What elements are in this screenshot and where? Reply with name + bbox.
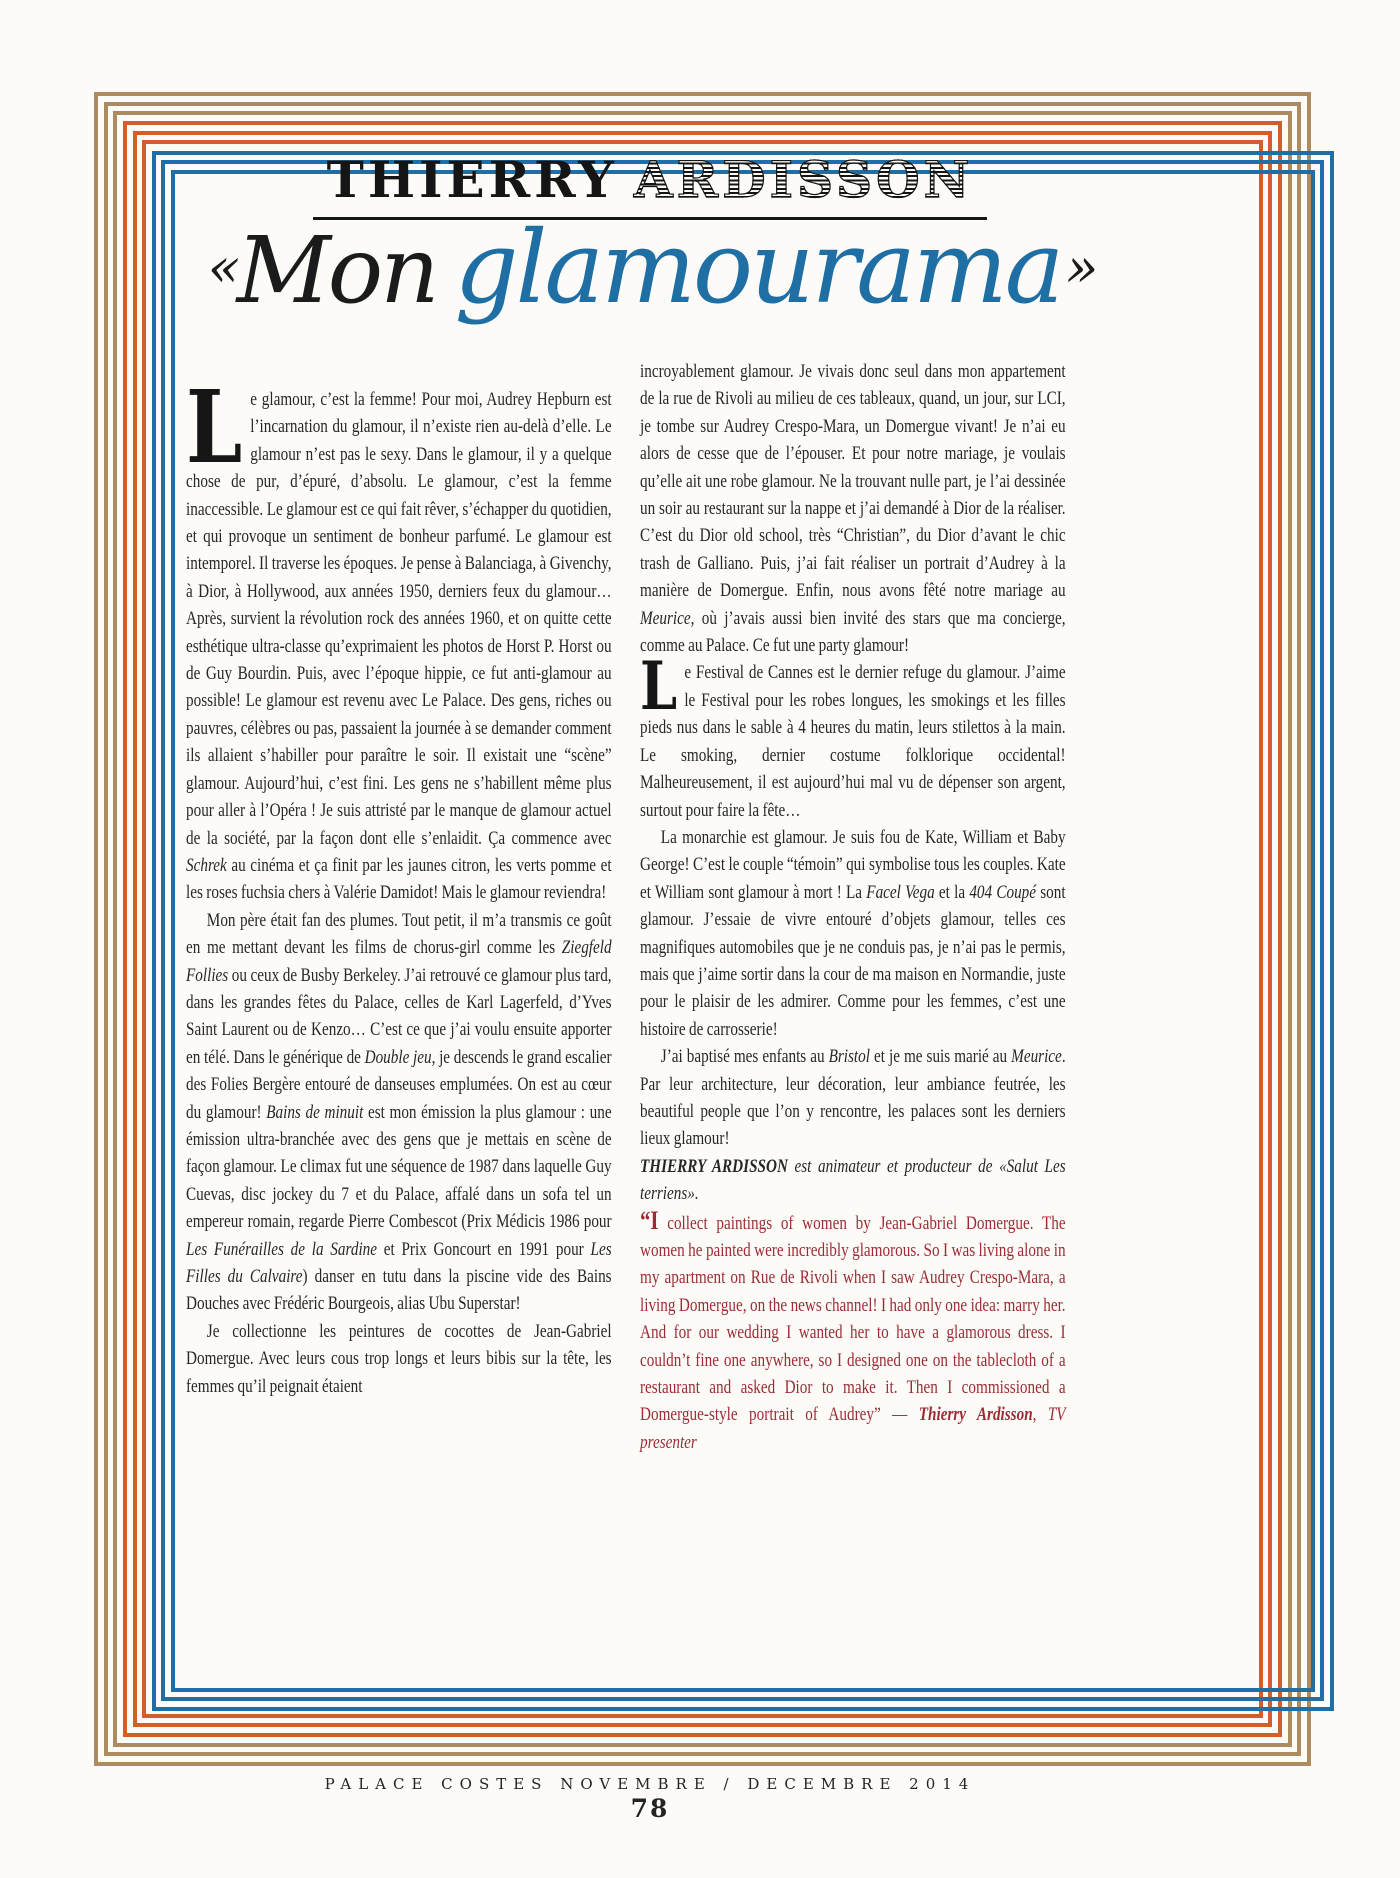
- text-run: e Festival de Cannes est le dernier refuge du glamour. J’aime le Festival pour les robes longues, les smokings et les filles pieds nus dans le sable à 4 heures du matin, leurs stilettos à la main. Le smoking, dernier costume folklorique occidental! Malheureusement, il est aujourd’hui mal vu de dépenser son argent, surtout pour faire la fête…: [640, 662, 1066, 821]
- text-run-i: Meurice: [640, 607, 691, 629]
- text-run-i: Double jeu: [364, 1046, 432, 1068]
- text-run: ) danser en tutu dans la piscine vide des Bains Douches avec Frédéric Bourgeois, alias Ubu Superstar!: [186, 1266, 612, 1315]
- text-run-i: Bains de minuit: [266, 1101, 364, 1123]
- title-word-mon: Mon: [236, 217, 437, 324]
- text-run-i: Meurice: [1011, 1046, 1062, 1068]
- text-run-bi: THIERRY ARDISSON: [640, 1155, 788, 1177]
- paragraph-father-feathers: [186, 907, 612, 1318]
- text-run: Je collectionne les peintures de cocottes de Jean-Gabriel Domergue. Avec leurs cous trop longs et leurs bibis sur la tête, les femmes qu’il peignait étaient: [186, 1320, 612, 1397]
- text-run-i: Bristol: [828, 1046, 870, 1068]
- article-column-right: [640, 358, 1066, 1456]
- text-run-i: Schrek: [186, 854, 227, 876]
- text-run-lead: “I: [640, 1205, 659, 1235]
- page-footer: [150, 1775, 1150, 1823]
- paragraph-monarchy: [640, 824, 1066, 1043]
- kicker-first-name: THIERRY: [326, 150, 618, 209]
- magazine-issue-line: PALACE COSTES NOVEMBRE / DECEMBRE 2014: [324, 1775, 976, 1793]
- drop-cap-letter: L: [640, 647, 678, 726]
- text-run-i: 404 Coupé: [969, 881, 1037, 903]
- text-run: . Par leur architecture, leur décoration, leur ambiance feutrée, les beautiful people que l’on y rencontre, les palaces sont les derniers lieux glamour!: [640, 1046, 1066, 1150]
- opening-guillemet: «: [207, 236, 235, 299]
- text-run: Mon père était fan des plumes. Tout petit, il m’a transmis ce goût en me mettant devant les films de chorus-girl comme les: [186, 909, 612, 959]
- text-run: collect paintings of women by Jean-Gabriel Domergue. The women he painted were incredibly glamorous. So I was living alone in my apartment on Rue de Rivoli when I saw Audrey Crespo-Mara, a living Domergue, on the news channel! I had only one idea: marry her. And for our wedding I wanted her to have a glamorous dress. I couldn’t fine one anywhere, so I designed one on the tablecloth of a restaurant and asked Dior to make it. Then I commissioned a Domergue-style portrait of Audrey” —: [640, 1212, 1066, 1426]
- text-run: e glamour, c’est la femme! Pour moi, Audrey Hepburn est l’incarnation du glamour, il n’existe rien au-delà d’elle. Le glamour n’est pas le sexy. Dans le glamour, il y a quelque chose de pur, d’épuré, d’absolu. Le glamour, c’est la femme inaccessible. Le glamour est ce qui fait rêver, s’échapper du quotidien, et qui provoque un sentiment de bonheur parfumé. Le glamour est intemporel. Il traverse les époques. Je pense à Balanciaga, à Givenchy, à Dior, à Hollywood, aux années 1950, derniers feux du glamour… Après, survient la révolution rock des années 1960, et on quitte cette esthétique ultra-classe qu’exprimaient les photos de Horst P. Horst ou de Guy Bourdin. Puis, avec l’époque hippie, ce fut anti-glamour au possible! Le glamour est revenu avec Le Palace. Des gens, riches ou pauvres, célèbres ou pas, passaient la journée à se demander comment ils allaient s’habiller pour paraître le soir. Il existait une “scène” glamour. Aujourd’hui, c’est fini. Les gens ne s’habillent même plus pour aller à l’Opéra ! Je suis attristé par le manque de glamour actuel de la société, par la façon dont elle s’enlaidit. Ça commence avec: [186, 389, 612, 849]
- text-run-bi: Thierry Ardisson: [918, 1404, 1033, 1426]
- title-word-glamourama: glamourama: [454, 209, 1062, 326]
- text-run: La monarchie est glamour. Je suis fou de Kate, William et Baby George! C’est le couple “témoin” qui symbolise tous les couples. Kate et William sont glamour à mort ! La: [640, 826, 1066, 903]
- text-run: , où j’avais aussi bien invité des stars que ma concierge, comme au Palace. Ce fut une party glamour!: [640, 607, 1066, 657]
- text-run: au cinéma et ça finit par les jaunes citron, les verts pomme et les roses fuchsia chers à Valérie Damidot! Mais le glamour reviendra!: [186, 854, 612, 904]
- text-run: ou ceux de Busby Berkeley. J’ai retrouvé ce glamour plus tard, dans les grandes fêtes du Palace, celles de Karl Lagerfeld, d’Yves Saint Laurent ou de Kenzo… C’est ce que j’ai voulu ensuite apporter en télé. Dans le générique de: [186, 964, 612, 1068]
- text-run-i: Les Filles du Calvaire: [186, 1238, 612, 1287]
- drop-cap-letter: L: [186, 368, 243, 486]
- text-run-i: Les Funérailles de la Sardine: [186, 1238, 378, 1260]
- text-run: sont glamour. J’essaie de vivre entouré d’objets glamour, telles ces magnifiques automobiles que je ne conduis pas, je n’ai pas le permis, mais que j’aime sortir dans la cour de ma maison en Normandie, juste pour le plaisir de les admirer. Comme pour les femmes, c’est une histoire de carrosserie!: [640, 881, 1066, 1040]
- article-header: [150, 152, 1150, 353]
- article-column-left: [186, 368, 612, 1400]
- text-run: J’ai baptisé mes enfants au: [660, 1046, 829, 1068]
- paragraph-palaces: [640, 1043, 1066, 1153]
- paragraph-domergue-collection: [186, 1318, 612, 1400]
- page-number: 78: [630, 1794, 670, 1823]
- paragraph-domergue-continued: [640, 358, 1066, 659]
- text-run: , je descends le grand escalier des Folies Bergère entouré de danseuses emplumées. On est au cœur du glamour!: [186, 1046, 612, 1123]
- text-run: et je me suis marié au: [869, 1046, 1012, 1068]
- kicker-last-name: ARDISSON: [633, 150, 974, 209]
- paragraph-cannes: [640, 647, 1066, 823]
- article-title: [150, 209, 1150, 353]
- text-run: et la: [934, 881, 970, 903]
- paragraph-bio: [640, 1153, 1066, 1208]
- paragraph-english-quote: [640, 1205, 1066, 1457]
- text-run-i: est animateur et producteur de «Salut Les terriens».: [640, 1155, 1066, 1205]
- closing-guillemet: »: [1065, 236, 1093, 299]
- text-run: est mon émission la plus glamour : une émission ultra-branchée avec des gens que je mettais en scène de façon glamour. Le climax fut une séquence de 1987 dans laquelle Guy Cuevas, disc jockey du 7 et du Palace, affalé dans un sofa tel un empereur romain, regarde Pierre Combescot (Prix Médicis 1986 pour: [186, 1101, 612, 1233]
- text-run-i: Facel Vega: [866, 881, 935, 903]
- text-run-i: , TV presenter: [640, 1404, 1066, 1453]
- paragraph-intro: [186, 368, 612, 907]
- text-run-i: Ziegfeld Follies: [186, 937, 612, 986]
- text-run: et Prix Goncourt en 1991 pour: [377, 1238, 591, 1260]
- text-run: incroyablement glamour. Je vivais donc seul dans mon appartement de la rue de Rivoli au milieu de ces tableaux, quand, un jour, sur LCI, je tombe sur Audrey Crespo-Mara, un Domergue vivant! Je n’ai eu alors de cesse que de l’épouser. Et pour notre mariage, je voulais qu’elle ait une robe glamour. Ne la trouvant nulle part, je l’ai dessinée un soir au restaurant sur la nappe et j’ai demandé à Dior de la réaliser. C’est du Dior old school, très “Christian”, du Dior d’avant le chic trash de Galliano. Puis, j’ai fait réaliser un portrait d’Audrey à la manière de Domergue. Enfin, nous avons fêté notre mariage au: [640, 361, 1066, 602]
